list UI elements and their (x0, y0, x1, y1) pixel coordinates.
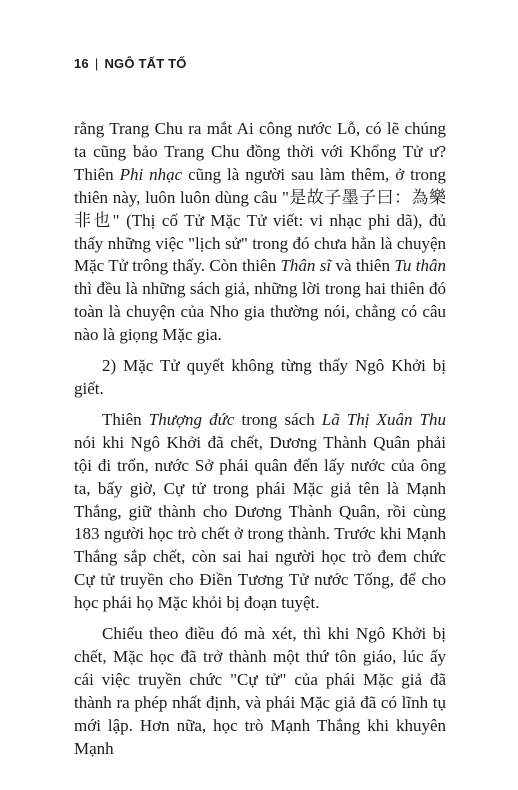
book-title-la-thi-xuan-thu: Lã Thị Xuân Thu (321, 409, 446, 429)
body-text (74, 118, 446, 768)
text-segment: rằng Trang Chu ra mắt Ai công nước Lỗ, có lẽ chúng ta cũng bảo Trang Chu đồng thời với Khổng Tử ư? Thiên (74, 119, 446, 184)
paragraph (74, 623, 446, 760)
header-separator: | (94, 56, 99, 71)
author-name: NGÔ TẤT TỐ (104, 56, 187, 71)
text-segment: 2) Mặc Tử quyết không từng thấy Ngô Khởi bị giết. (74, 356, 446, 398)
text-segment: và thiên (331, 256, 395, 276)
page-number: 16 (74, 56, 89, 71)
paragraph (74, 409, 446, 615)
text-segment: cũng là người sau làm thêm, ở trong thiên này, luôn luôn dùng câu "是故子墨子曰：為樂非也" (Thị cố Tử Mặc Tử viết: vi nhạc phi dã), đủ thấy những việc "lịch sử" trong đó chưa hẳn là chuyện Mặc Tử trông thấy. Còn thiên (74, 164, 447, 276)
book-title-thuong-duc: Thượng đức (148, 409, 235, 429)
running-header (74, 56, 187, 71)
book-title-phi-nhac: Phi nhạc (119, 164, 183, 184)
book-title-tu-than: Tu thân (394, 256, 446, 276)
paragraph-continuation (74, 118, 446, 347)
text-segment: Chiếu theo điều đó mà xét, thì khi Ngô Khởi bị chết, Mặc học đã trở thành một thứ tôn giáo, lúc ấy cái việc truyền chức "Cự tử" của phái Mặc giả đã thành ra phép nhất định, và phái Mặc giả đã có lĩnh tụ mới lập. Hơn nữa, học trò Mạnh Thắng khi khuyên Mạnh (74, 624, 446, 758)
text-segment: thì đều là những sách giả, những lời trong hai thiên đó toàn là chuyện của Nho gia thường nói, chẳng có câu nào là giọng Mặc gia. (74, 279, 446, 345)
text-segment: trong sách (234, 409, 322, 429)
text-segment: nói khi Ngô Khởi đã chết, Dương Thành Quân phải tội đi trốn, nước Sở phái quân đến lấy nước của ông ta, bấy giờ, Cự tử trong phái Mặc giả tên là Mạnh Thắng, giữ thành cho Dương Thành Quân, rồi cùng 183 người học trò chết ở trong thành. Trước khi Mạnh Thắng sắp chết, còn sai hai người học trò đem chức Cự tử truyền cho Điền Tương Tử nước Tống, để cho học phái họ Mặc khỏi bị đoạn tuyệt. (74, 432, 446, 613)
paragraph-numbered-point (74, 355, 446, 401)
text-segment: Thiên (102, 409, 149, 429)
book-title-than-si: Thân sĩ (280, 256, 332, 276)
